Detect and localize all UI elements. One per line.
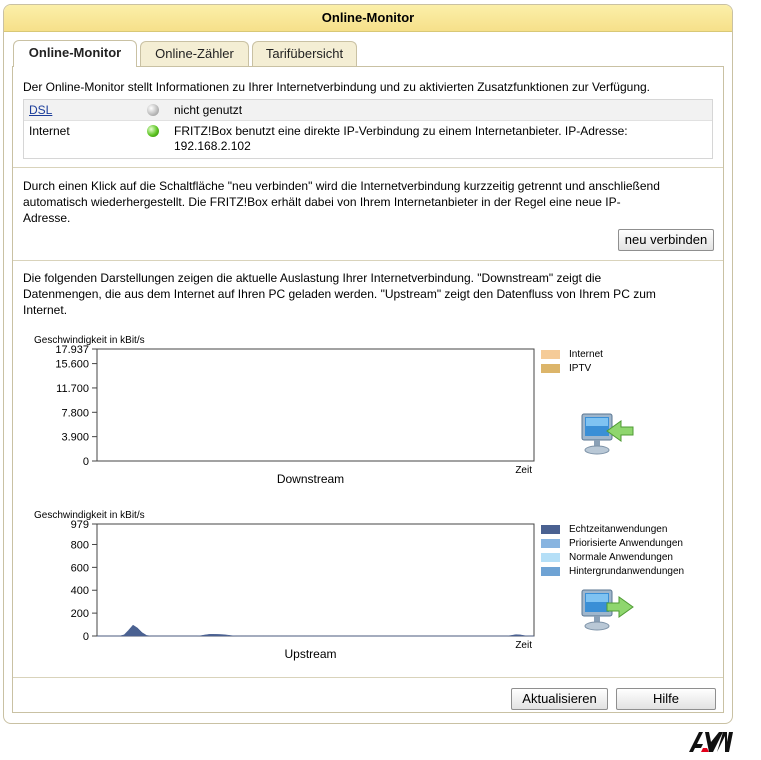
x-axis-label: Zeit [515,465,532,476]
refresh-button[interactable]: Aktualisieren [511,688,608,710]
y-tick-label: 200 [70,608,89,621]
y-tick-label: 3.900 [61,431,89,444]
downstream-chart [13,333,723,493]
legend-item-echtzeit [541,523,684,537]
window-title: Online-Monitor [4,5,732,32]
connection-status-section [13,67,723,167]
downstream-ylabel: Geschwindigkeit in kBit/s [34,335,145,346]
legend-label: Normale Anwendungen [569,552,673,563]
downstream-plot [13,333,543,493]
y-tick-label: 11.700 [56,382,89,395]
y-tick-label: 600 [70,562,89,575]
reconnect-line2: automatisch wiederhergestellt. Die FRITZ!Box erhält dabei von Ihrem Internetanbieter in der Regel eine neue IP- [23,195,621,209]
reconnect-section [13,168,723,260]
internet-label: Internet [29,124,70,138]
legend-label: Hintergrundanwendungen [569,566,685,577]
legend-swatch [541,350,560,359]
legend-label: IPTV [569,363,592,374]
pc-download-icon [579,410,635,460]
divider [13,677,723,678]
reconnect-line1: Durch einen Klick auf die Schaltfläche "neu verbinden" wird die Internetverbindung kurzzeitig getrennt und anschließend [23,179,660,193]
reconnect-text [23,178,718,226]
legend-item-priorisiert [541,537,684,551]
legend-swatch [541,525,560,534]
y-tick-label: 7.800 [61,407,89,420]
y-tick-label: 15.600 [55,358,89,371]
status-row-dsl [24,100,712,121]
usage-section [13,261,723,677]
plot-area [97,349,534,461]
legend-label: Internet [569,349,603,360]
legend-swatch [541,539,560,548]
dsl-status-text: nicht genutzt [174,103,243,117]
internet-status-text [174,124,704,154]
internet-status-line1: FRITZ!Box benutzt eine direkte IP-Verbindung zu einem Internetanbieter. IP-Adresse: [174,124,628,138]
legend-label: Priorisierte Anwendungen [569,538,683,549]
ip-address: 192.168.2.102 [174,139,251,153]
legend-item-internet [541,348,603,362]
usage-line1: Die folgenden Darstellungen zeigen die aktuelle Auslastung Ihrer Internetverbindung. "Downstream" zeigt die [23,271,602,285]
usage-line2: Datenmengen, die aus dem Internet auf Ihren PC geladen werden. "Upstream" zeigt den Datenfluss von Ihrem PC zum [23,287,656,301]
x-axis-label: Zeit [515,640,532,651]
legend-item-normal [541,551,684,565]
y-tick-label: 400 [70,585,89,598]
upstream-plot [13,508,543,668]
online-monitor-window [3,4,733,724]
chart-footer: Downstream [276,472,345,486]
y-tick-label: 979 [70,519,89,531]
legend-swatch [541,567,560,576]
downstream-legend [541,348,603,376]
reconnect-line3: Adresse. [23,211,71,225]
y-tick-label: 0 [82,456,89,468]
plot-area [97,524,534,636]
tab-online-zaehler[interactable]: Online-Zähler [140,41,249,66]
y-tick-label: 0 [82,631,89,643]
upstream-ylabel: Geschwindigkeit in kBit/s [34,510,145,521]
usage-text [23,270,718,318]
status-row-internet [24,121,712,158]
legend-item-hintergrund [541,565,684,579]
status-led-grey-icon [147,104,159,116]
tab-online-monitor[interactable]: Online-Monitor [13,40,137,67]
avm-logo [689,730,735,754]
reconnect-button[interactable]: neu verbinden [618,229,714,251]
legend-item-iptv [541,362,603,376]
y-tick-label: 17.937 [55,344,89,356]
legend-swatch [541,364,560,373]
status-table [23,99,713,159]
tab-content [12,66,724,713]
pc-upload-icon [579,586,635,636]
upstream-legend [541,523,684,579]
tab-tarifuebersicht[interactable]: Tarifübersicht [252,41,357,66]
intro-text: Der Online-Monitor stellt Informationen zu Ihrer Internetverbindung und zu aktivierten Zusatzfunktionen zur Verfügung. [23,80,651,94]
y-tick-label: 800 [70,539,89,552]
legend-label: Echtzeitanwendungen [569,524,668,535]
chart-footer: Upstream [284,647,337,661]
status-led-green-icon [147,125,159,137]
legend-swatch [541,553,560,562]
dsl-link[interactable]: DSL [29,103,53,117]
upstream-chart [13,508,723,668]
usage-line3: Internet. [23,303,68,317]
help-button[interactable]: Hilfe [616,688,716,710]
